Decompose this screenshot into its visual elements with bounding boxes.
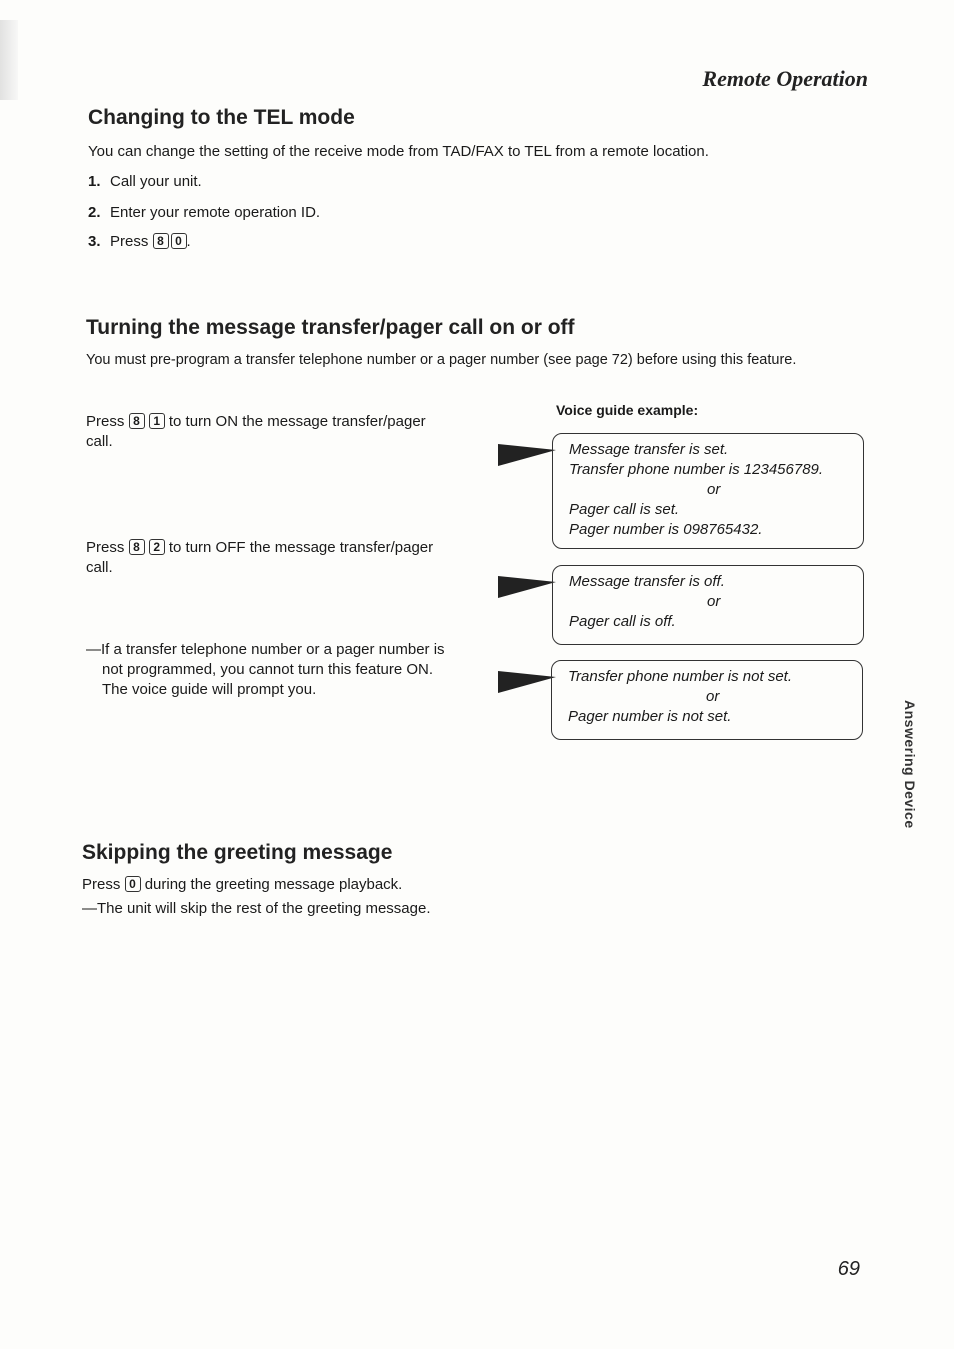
voice-line: Transfer phone number is not set. [568, 668, 793, 685]
page-number: 69 [837, 1258, 860, 1280]
section-heading-tel-mode: Changing to the TEL mode [88, 106, 355, 129]
step-2 [88, 203, 320, 223]
voice-guide-label: Voice guide example: [556, 402, 699, 418]
voice-box-off [552, 565, 864, 645]
note-line: —If a transfer telephone number or a pager number is [86, 641, 445, 658]
step-tail: . [186, 233, 191, 250]
voice-box-on [552, 433, 864, 549]
instruction-text: to turn ON the message transfer/pager [168, 413, 426, 430]
section-intro: You must pre-program a transfer telephone number or a pager number (see page 72) before using this feature. [86, 352, 797, 368]
step-number: 2. [88, 204, 101, 221]
voice-line: Pager call is off. [569, 613, 676, 630]
key-1: 1 [149, 413, 165, 429]
voice-or: or [707, 593, 721, 610]
step-number: 3. [88, 233, 101, 250]
skip-line-2: —The unit will skip the rest of the greeting message. [82, 900, 431, 917]
voice-or: or [706, 688, 720, 705]
step-text: Call your unit. [110, 173, 202, 190]
key-0: 0 [171, 233, 187, 249]
off-instruction [86, 538, 476, 578]
instruction-lead: Press [86, 539, 125, 556]
pointer-arrow [498, 671, 556, 693]
section-intro: You can change the setting of the receive mode from TAD/FAX to TEL from a remote location. [88, 143, 709, 160]
step-text: Enter your remote operation ID. [110, 204, 321, 221]
step-3 [88, 232, 191, 252]
note-line: not programmed, you cannot turn this feature ON. [102, 661, 434, 678]
key-2: 2 [149, 539, 165, 555]
instruction-lead: Press [82, 876, 121, 893]
voice-line: Pager number is 098765432. [569, 521, 763, 538]
step-number: 1. [88, 173, 101, 190]
key-8: 8 [129, 539, 145, 555]
instruction-lead: Press [86, 413, 125, 430]
scan-artifact [0, 20, 18, 100]
voice-or: or [707, 481, 721, 498]
instruction-line2: call. [86, 559, 113, 576]
section-heading-skip-greeting: Skipping the greeting message [82, 841, 393, 864]
key-8: 8 [153, 233, 169, 249]
voice-line: Message transfer is set. [569, 441, 729, 458]
step-1 [88, 172, 202, 192]
pointer-arrow [498, 576, 556, 598]
running-header: Remote Operation [702, 66, 868, 91]
key-0: 0 [125, 876, 141, 892]
pointer-arrow [498, 444, 556, 466]
step-text: Press [110, 233, 149, 250]
instruction-line2: call. [86, 433, 113, 450]
voice-line: Pager number is not set. [568, 708, 732, 725]
voice-box-notset [551, 660, 863, 740]
section-heading-transfer: Turning the message transfer/pager call on or off [86, 316, 575, 339]
skip-line-1 [82, 875, 402, 895]
instruction-text: during the greeting message playback. [144, 876, 403, 893]
voice-line: Transfer phone number is 123456789. [569, 461, 824, 478]
note-line: The voice guide will prompt you. [102, 681, 317, 698]
voice-line: Pager call is set. [569, 501, 680, 518]
voice-line: Message transfer is off. [569, 573, 725, 590]
key-8: 8 [129, 413, 145, 429]
instruction-text: to turn OFF the message transfer/pager [168, 539, 434, 556]
on-instruction [86, 412, 476, 452]
sidebar-tab-label: Answering Device [902, 700, 918, 829]
note [86, 640, 476, 700]
